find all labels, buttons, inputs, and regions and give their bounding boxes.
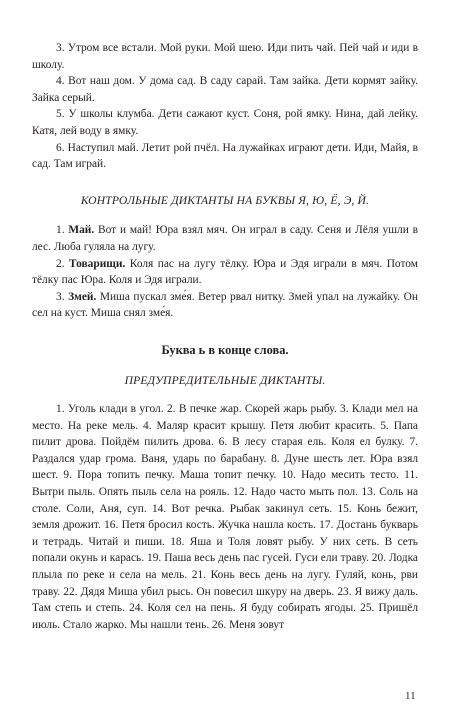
dictation-number: 2. <box>56 257 65 270</box>
dictation-text: Коля пас на лугу тёлку. Юра и Эдя играли в мяч. Потом тёлку пас Юра. Коля и Эдя играли. <box>32 257 418 287</box>
page-content <box>32 40 418 633</box>
dictation-title: Змей. <box>68 290 97 303</box>
dictation-text: Миша пускал зме́я. Ветер рвал нитку. Змей упал на лужайку. Он сел на куст. Миша снял зме́я. <box>32 290 418 320</box>
paragraph-6: 6. Наступил май. Летит рой пчёл. На лужайках играют дети. Иди, Майя, в сад. Там играй. <box>32 141 418 171</box>
soft-sign-section-heading: Буква ь в конце слова. <box>161 342 289 357</box>
paragraph-4: 4. Вот наш дом. У дома сад. В саду сарай. Там зайка. Дети кормят зайку. Зайка серый. <box>32 75 418 104</box>
paragraph-3: 3. Утром все встали. Мой руки. Мой шею. Иди пить чай. Пей чай и иди в школу. <box>32 42 418 71</box>
control-dictation-2 <box>32 256 418 289</box>
dictation-text: Вот и май! Юра взял мяч. Он играл в саду. Сеня и Лёля ушли в лес. Люба гуляла на лугу. <box>32 224 418 253</box>
page-number: 11 <box>405 690 416 702</box>
control-dictation-3 <box>32 289 418 322</box>
preventive-dictations-heading: ПРЕДУПРЕДИТЕЛЬНЫЕ ДИКТАНТЫ. <box>124 373 326 387</box>
control-dictations-heading: КОНТРОЛЬНЫЕ ДИКТАНТЫ НА БУКВЫ Я, Ю, Ё, Э, Й. <box>80 193 370 207</box>
dictation-number: 1. <box>56 224 65 237</box>
paragraph-5: 5. У школы клумба. Дети сажают куст. Соня, рой ямку. Нина, дай лейку. Катя, лей воду в ямку. <box>32 108 418 137</box>
dictation-number: 3. <box>56 290 65 303</box>
dictation-title: Май. <box>68 224 95 237</box>
preventive-dictations-text: 1. Уголь клади в угол. 2. В печке жар. Скорей жарь рыбу. 3. Клади мел на место. На реке мель. 4. Маляр красит крышу. Петя любит красить. 5. Папа пилит дрова. Пойдём пилить дрова. 6. В лесу старая ель. Коля ел булку. 7. Раздался удар грома. Ваня, ударь по барабану. 8. Дуне шесть лет. Юра взял шест. 9. Пора топить печку. Маша топит печку. 10. Надо месить тесто. 11. Вытри пыль. Опять пыль села на рояль. 12. Надо часто мыть пол. 13. Соль на столе. Соли, Аня, суп. 14. Вот речка. Рыбак закинул сеть. 15. Конь бежит, земля дрожит. 16. Петя бросил кость. Жучка нашла кость. 17. Достань букварь и тетрадь. Читай и пиши. 18. Яша и Толя ловят рыбу. У них сеть. В сеть попали окунь и карась. 19. Паша весь день пас гусей. Гуси ели траву. 20. Лодка плыла по реке и села на мель. 21. Конь весь день на лугу. Гуляй, конь, рви траву. 22. Дядя Миша убил рысь. Он повесил шкуру на дверь. 23. Я вижу даль. Там степь и степь. 24. Коля сел на пень. Я буду собирать ягоды. 25. Пришёл июль. Стало жарко. Мы нашли тень. 26. Меня зовут <box>32 403 418 631</box>
dictation-title: Товарищи. <box>69 257 126 270</box>
control-dictation-1 <box>32 222 418 255</box>
